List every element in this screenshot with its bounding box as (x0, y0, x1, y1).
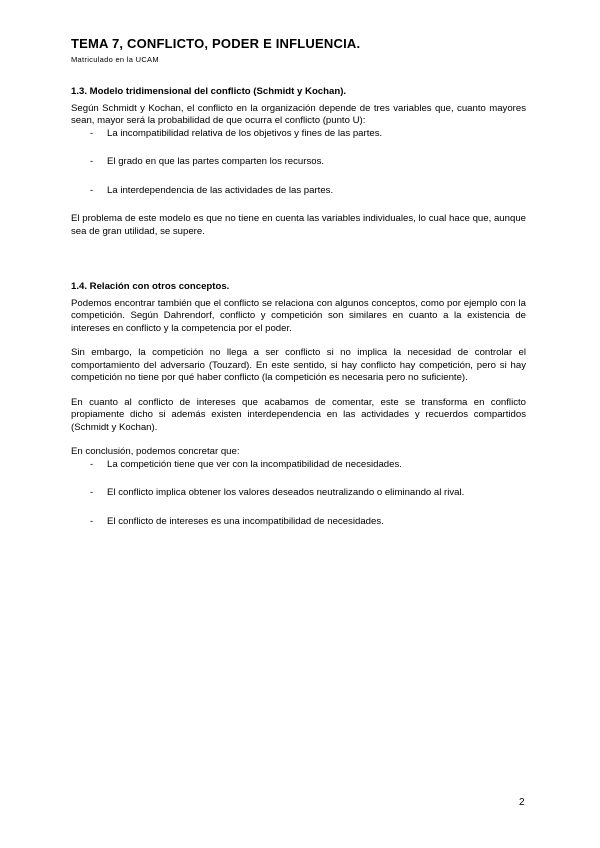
section-1-3-heading: 1.3. Modelo tridimensional del conflicto (Schmidt y Kochan). (71, 86, 347, 97)
paragraph: Sin embargo, la competición no llega a ser conflicto si no implica la necesidad de controlar el comportamiento del adversario (Touzard). En este sentido, si hay conflicto hay competición, pero si hay competición no tiene por qué haber conflicto (la competición es necesaria pero no suficiente). (71, 347, 526, 383)
section-1-3 (71, 86, 526, 238)
list-item: - El grado en que las partes comparten los recursos. (71, 156, 526, 169)
section-1-3-conclusion: El problema de este modelo es que no tiene en cuenta las variables individuales, lo cual hace que, aunque sea de gran utilidad, se supere. (71, 213, 526, 237)
paragraph: Podemos encontrar también que el conflicto se relaciona con algunos conceptos, como por ejemplo con la competición. Según Dahrendorf, conflicto y competición son similares en cuanto a la existencia de intereses en conflicto y la competencia por el poder. (71, 297, 526, 334)
section-1-3-intro: Según Schmidt y Kochan, el conflicto en la organización depende de tres variables que, cuanto mayores sean, mayor será la probabilidad de que ocurra el conflicto (punto U): (71, 102, 526, 126)
document-subtitle: Matriculado en la UCAM (71, 55, 159, 64)
list-item: - El conflicto implica obtener los valores deseados neutralizando o eliminando al rival. (71, 487, 526, 500)
conclusion-intro: En conclusión, podemos concretar que: (71, 446, 240, 457)
section-1-4-heading: 1.4. Relación con otros conceptos. (71, 281, 230, 292)
document-title: TEMA 7, CONFLICTO, PODER E INFLUENCIA. (71, 36, 361, 51)
list-item: - La incompatibilidad relativa de los objetivos y fines de las partes. (71, 128, 526, 141)
section-1-4 (71, 281, 526, 528)
page-number: 2 (519, 797, 525, 808)
paragraph: En cuanto al conflicto de intereses que acabamos de comentar, este se transforma en conflicto propiamente dicho si además existen interdependencia en las actividades y recuerdos compartidos (Schmidt y Kochan). (71, 396, 526, 433)
list-item: - La competición tiene que ver con la incompatibilidad de necesidades. (71, 459, 526, 472)
section-1-4-list (71, 459, 526, 529)
section-1-3-list (71, 128, 526, 198)
list-item: - El conflicto de intereses es una incompatibilidad de necesidades. (71, 516, 526, 529)
list-item: - La interdependencia de las actividades de las partes. (71, 185, 526, 198)
